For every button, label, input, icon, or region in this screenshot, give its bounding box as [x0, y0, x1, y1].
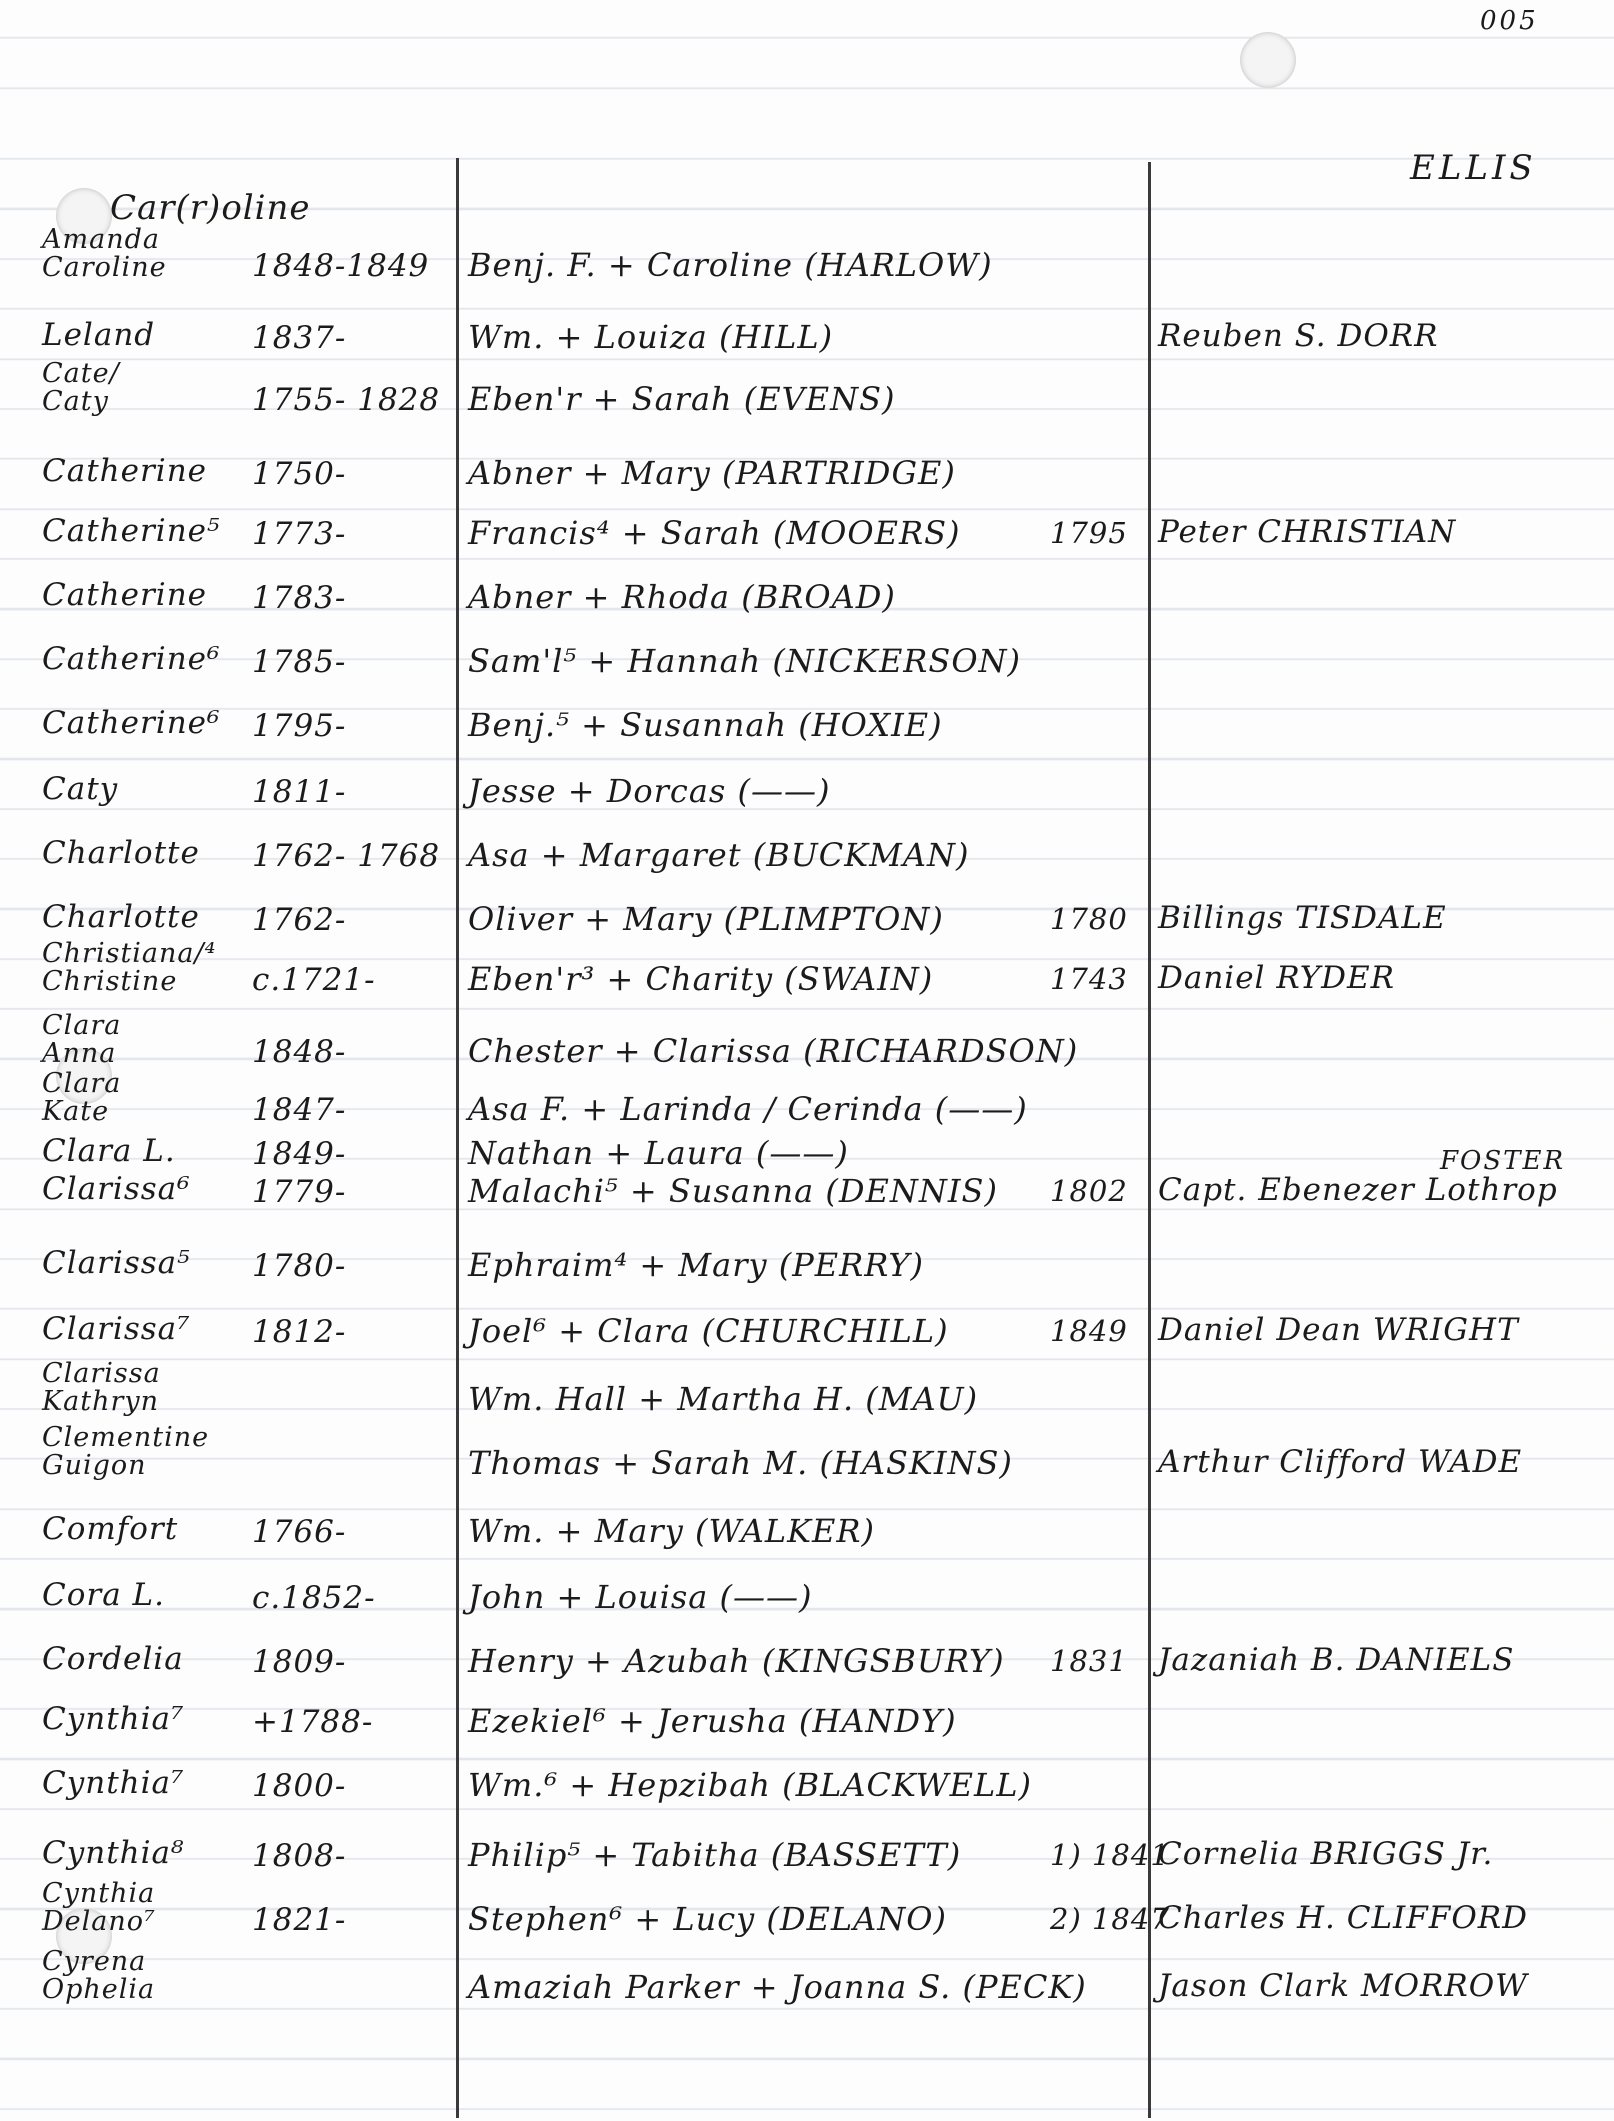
entry-parents: Jesse + Dorcas (——)	[468, 772, 831, 810]
entry-spouse: Arthur Clifford WADE	[1158, 1444, 1523, 1480]
entry-spouse: Reuben S. DORR	[1158, 318, 1439, 354]
entry-name: Charlotte	[42, 899, 200, 935]
entry-name: Charlotte	[42, 835, 200, 871]
entry-name: Cyrena Ophelia	[42, 1946, 156, 2005]
entry-date: 1811-	[252, 774, 347, 810]
entry-row	[0, 572, 1614, 628]
entry-date: 1800-	[252, 1768, 347, 1804]
entry-spouse: Cornelia BRIGGS Jr.	[1158, 1836, 1494, 1872]
header-name: Car(r)oline	[110, 188, 311, 228]
entry-parents: John + Louisa (——)	[468, 1578, 813, 1616]
entry-date: 1766-	[252, 1514, 347, 1550]
entry-parents: Ezekiel⁶ + Jerusha (HANDY)	[468, 1702, 957, 1740]
entry-date: 1785-	[252, 644, 347, 680]
entry-row	[0, 1506, 1614, 1562]
entry-row	[0, 358, 1614, 430]
entry-row	[0, 700, 1614, 756]
entry-row	[0, 1696, 1614, 1752]
entry-parents: Wm. + Mary (WALKER)	[468, 1512, 875, 1550]
entry-row	[0, 1636, 1614, 1692]
entry-row	[0, 1760, 1614, 1816]
entry-date: 1750-	[252, 456, 347, 492]
entry-parents: Benj. F. + Caroline (HARLOW)	[468, 246, 993, 284]
entry-parents: Asa + Margaret (BUCKMAN)	[468, 836, 970, 874]
entry-parents: Abner + Mary (PARTRIDGE)	[468, 454, 956, 492]
entry-date: 1837-	[252, 320, 347, 356]
entry-spouse: Billings TISDALE	[1158, 900, 1447, 936]
entry-spouse: Daniel RYDER	[1158, 960, 1396, 996]
entry-name: Comfort	[42, 1511, 179, 1547]
entry-name: Catherine⁶	[42, 705, 221, 741]
entry-spouse-extra: FOSTER	[1440, 1146, 1566, 1176]
entry-name: Christiana/⁴ Christine	[42, 938, 217, 997]
entry-row	[0, 1358, 1614, 1430]
entry-name: Cordelia	[42, 1641, 184, 1677]
entry-name: Clarissa⁵	[42, 1245, 191, 1281]
entry-row	[0, 1878, 1614, 1950]
entry-parents: Abner + Rhoda (BROAD)	[468, 578, 896, 616]
entry-name: Clarissa Kathryn	[42, 1358, 161, 1417]
entry-name: Cora L.	[42, 1577, 165, 1613]
entry-parents: Thomas + Sarah M. (HASKINS)	[468, 1444, 1013, 1482]
entry-date: 1848-	[252, 1034, 347, 1070]
entry-name: Cynthia⁸	[42, 1835, 185, 1871]
entry-row	[0, 448, 1614, 504]
entry-date: 1783-	[252, 580, 347, 616]
entry-name: Catherine	[42, 577, 208, 613]
entry-name: Catherine⁵	[42, 513, 221, 549]
entry-spouse: Jason Clark MORROW	[1158, 1968, 1528, 2004]
entry-name: Cate/ Caty	[42, 358, 120, 417]
entry-row	[0, 1830, 1614, 1886]
entry-row	[0, 1240, 1614, 1296]
entry-date: 1762-	[252, 902, 347, 938]
entry-name: Amanda Caroline	[42, 224, 167, 283]
entry-parents: Sam'l⁵ + Hannah (NICKERSON)	[468, 642, 1022, 680]
entry-row	[0, 830, 1614, 886]
entry-date: 1809-	[252, 1644, 347, 1680]
entry-parents: Eben'r + Sarah (EVENS)	[468, 380, 896, 418]
entry-name: Clarissa⁷	[42, 1311, 191, 1347]
entry-spouse: Peter CHRISTIAN	[1158, 514, 1457, 550]
entry-parents: Joel⁶ + Clara (CHURCHILL)	[468, 1312, 949, 1350]
entry-row	[0, 1422, 1614, 1494]
entry-date: 1762- 1768	[252, 838, 441, 874]
surname-heading: ELLIS	[1410, 148, 1537, 188]
entry-name: Cynthia⁷	[42, 1765, 185, 1801]
entry-name: Clara Anna	[42, 1010, 122, 1069]
entry-name: Clara Kate	[42, 1068, 122, 1127]
entry-parents: Amaziah Parker + Joanna S. (PECK)	[468, 1968, 1087, 2006]
entry-date: 1773-	[252, 516, 347, 552]
entry-marriage-year: 2) 1847	[1050, 1902, 1170, 1936]
entry-parents: Wm.⁶ + Hepzibah (BLACKWELL)	[468, 1766, 1032, 1804]
entry-parents: Eben'r³ + Charity (SWAIN)	[468, 960, 934, 998]
entry-parents: Malachi⁵ + Susanna (DENNIS)	[468, 1172, 998, 1210]
entry-row	[0, 508, 1614, 564]
entry-marriage-year: 1795	[1050, 516, 1128, 550]
entry-parents: Francis⁴ + Sarah (MOOERS)	[468, 514, 961, 552]
entry-date: 1755- 1828	[252, 382, 441, 418]
entry-name: Cynthia Delano⁷	[42, 1878, 156, 1937]
entry-row	[0, 766, 1614, 822]
entry-date: 1779-	[252, 1174, 347, 1210]
page-number: 005	[1480, 6, 1539, 36]
entry-row	[0, 1306, 1614, 1362]
entry-name: Catherine	[42, 453, 208, 489]
entry-marriage-year: 1849	[1050, 1314, 1128, 1348]
entry-parents: Nathan + Laura (——)	[468, 1134, 849, 1172]
entry-date: c.1721-	[252, 962, 376, 998]
entry-date: 1812-	[252, 1314, 347, 1350]
entry-parents: Asa F. + Larinda / Cerinda (——)	[468, 1090, 1028, 1128]
entry-row	[0, 636, 1614, 692]
entry-name: Caty	[42, 771, 119, 807]
entry-marriage-year: 1743	[1050, 962, 1128, 996]
entry-name: Clementine Guigon	[42, 1422, 210, 1481]
entry-spouse: Charles H. CLIFFORD	[1158, 1900, 1528, 1936]
entry-row	[0, 1572, 1614, 1628]
entry-date: 1821-	[252, 1902, 347, 1938]
entry-parents: Philip⁵ + Tabitha (BASSETT)	[468, 1836, 962, 1874]
entry-marriage-year: 1) 1841	[1050, 1838, 1170, 1872]
punch-hole-top	[1240, 32, 1296, 88]
entry-spouse: Capt. Ebenezer Lothrop	[1158, 1172, 1558, 1208]
entry-parents: Chester + Clarissa (RICHARDSON)	[468, 1032, 1079, 1070]
entry-name: Leland	[42, 317, 156, 353]
entry-parents: Wm. + Louiza (HILL)	[468, 318, 834, 356]
entry-row	[0, 1946, 1614, 2018]
entry-date: +1788-	[252, 1704, 374, 1740]
entry-marriage-year: 1802	[1050, 1174, 1128, 1208]
entry-name: Clara L.	[42, 1133, 176, 1169]
entry-parents: Henry + Azubah (KINGSBURY)	[468, 1642, 1005, 1680]
entry-date: c.1852-	[252, 1580, 376, 1616]
entry-row	[0, 224, 1614, 296]
entry-parents: Benj.⁵ + Susannah (HOXIE)	[468, 706, 943, 744]
entry-parents: Stephen⁶ + Lucy (DELANO)	[468, 1900, 947, 1938]
entry-spouse: Daniel Dean WRIGHT	[1158, 1312, 1519, 1348]
entry-date: 1847-	[252, 1092, 347, 1128]
entry-date: 1849-	[252, 1136, 347, 1172]
entry-marriage-year: 1831	[1050, 1644, 1128, 1678]
entry-date: 1795-	[252, 708, 347, 744]
entry-parents: Ephraim⁴ + Mary (PERRY)	[468, 1246, 924, 1284]
entry-date: 1848-1849	[252, 248, 430, 284]
entry-date: 1780-	[252, 1248, 347, 1284]
entry-date: 1808-	[252, 1838, 347, 1874]
entry-parents: Wm. Hall + Martha H. (MAU)	[468, 1380, 979, 1418]
entry-spouse: Jazaniah B. DANIELS	[1158, 1642, 1515, 1678]
entry-marriage-year: 1780	[1050, 902, 1128, 936]
entry-parents: Oliver + Mary (PLIMPTON)	[468, 900, 944, 938]
entry-name: Cynthia⁷	[42, 1701, 185, 1737]
entry-row	[0, 938, 1614, 1010]
entry-name: Catherine⁶	[42, 641, 221, 677]
entry-name: Clarissa⁶	[42, 1171, 191, 1207]
